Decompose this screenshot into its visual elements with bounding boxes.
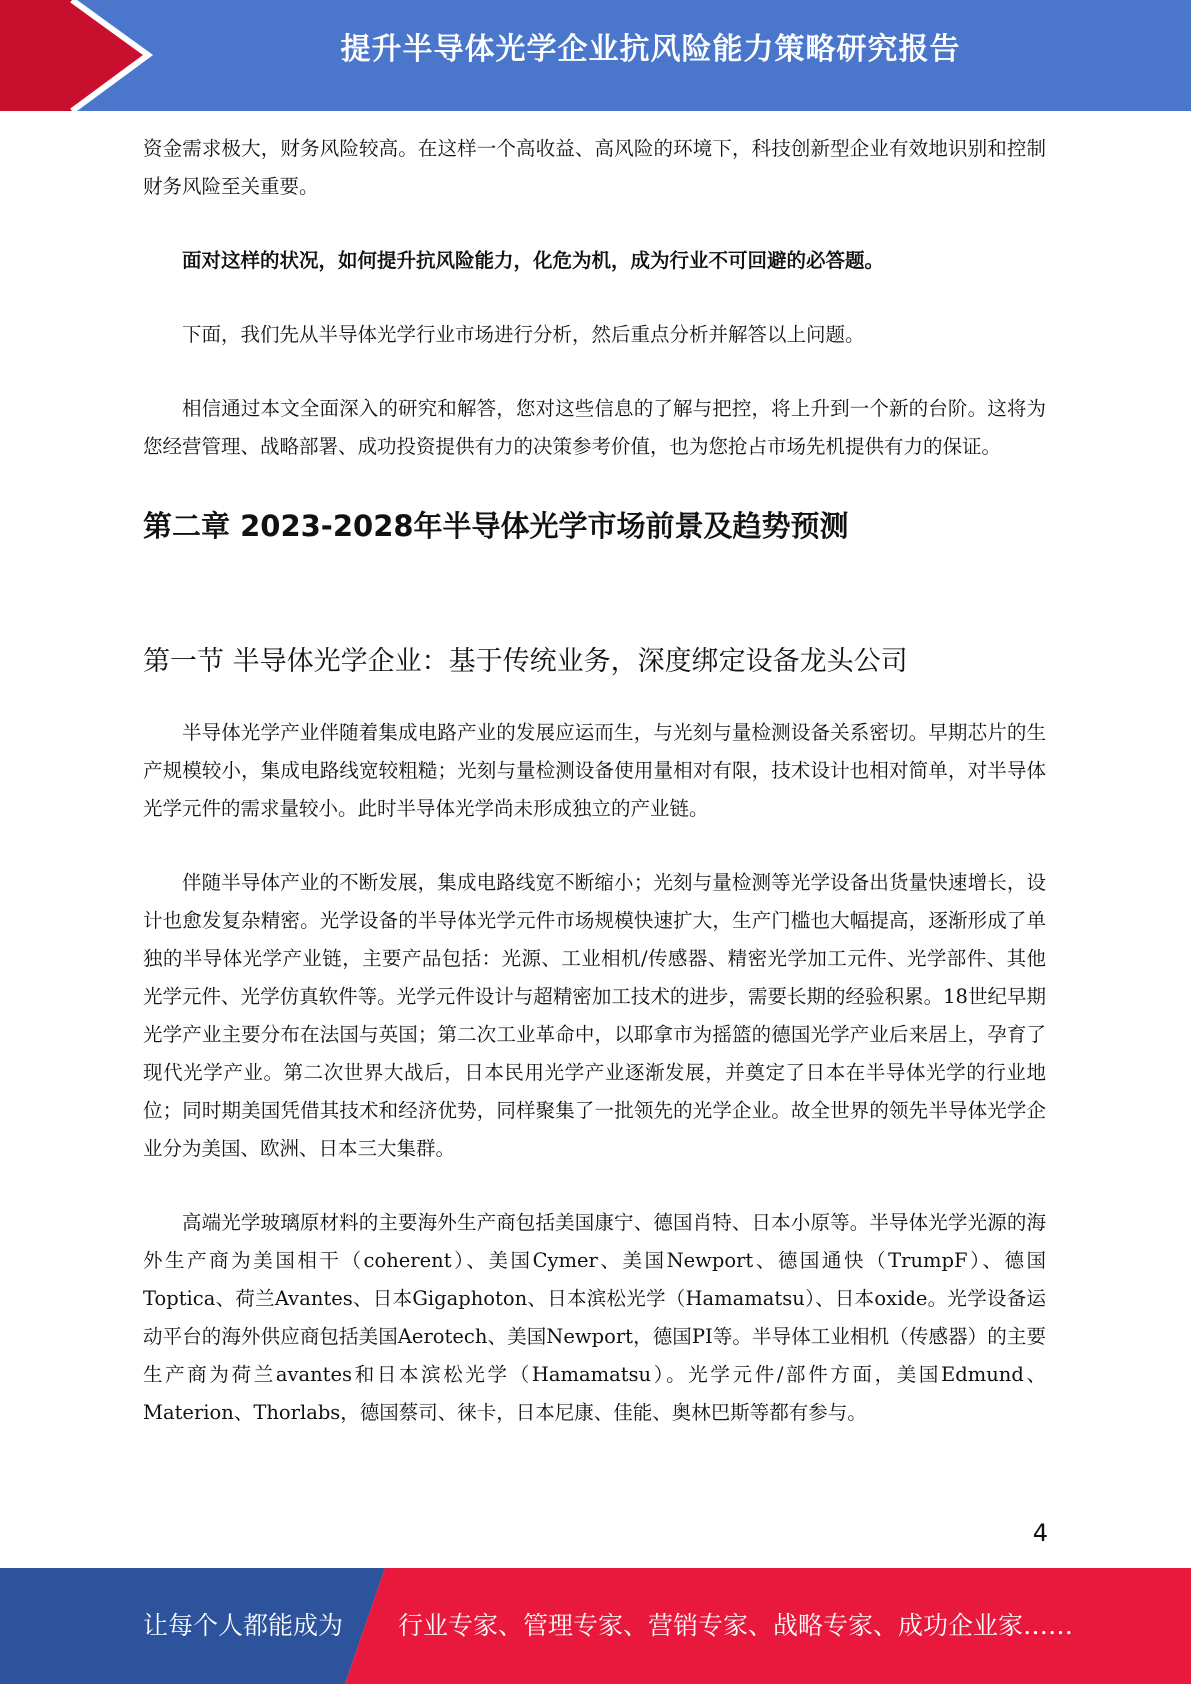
paragraph: 下面，我们先从半导体光学行业市场进行分析，然后重点分析并解答以上问题。 bbox=[182, 323, 865, 346]
section-title: 第一节 半导体光学企业：基于传统业务，深度绑定设备龙头公司 bbox=[143, 646, 908, 677]
paragraph: 高端光学玻璃原材料的主要海外生产商包括美国康宁、德国肖特、日本小原等。半导体光学光源的海外生产商为美国相干（coherent）、美国Cymer、美国Newport、德国通快（TrumpF）、德国Toptica、荷兰Avantes、日本Gigaphoton、日本滨松光学（Hamamatsu）、日本oxide。光学设备运动平台的海外供应商包括美国Aerotech、美国Newport，德国PI等。半导体工业相机（传感器）的主要生产商为荷兰avantes和日本滨松光学（Hamamatsu）。光学元件/部件方面，美国Edmund、Materion、Thorlabs，德国蔡司、徕卡，日本尼康、佳能、奥林巴斯等都有参与。 bbox=[143, 1211, 1046, 1424]
page-number: 4 bbox=[1032, 1519, 1048, 1547]
chapter-title: 第二章 2023-2028年半导体光学市场前景及趋势预测 bbox=[143, 509, 849, 543]
page-footer bbox=[0, 1568, 1191, 1684]
document-body bbox=[143, 130, 1046, 1432]
footer-slogan-left: 让每个人都能成为 bbox=[143, 1611, 344, 1640]
header-title: 提升半导体光学企业抗风险能力策略研究报告 bbox=[340, 32, 961, 67]
footer-slogan-right: 行业专家、管理专家、营销专家、战略专家、成功企业家…… bbox=[398, 1611, 1074, 1640]
paragraph: 伴随半导体产业的不断发展，集成电路线宽不断缩小；光刻与量检测等光学设备出货量快速增长，设计也愈发复杂精密。光学设备的半导体光学元件市场规模快速扩大，生产门槛也大幅提高，逐渐形成了单独的半导体光学产业链，主要产品包括：光源、工业相机/传感器、精密光学加工元件、光学部件、其他光学元件、光学仿真软件等。光学元件设计与超精密加工技术的进步，需要长期的经验积累。18世纪早期光学产业主要分布在法国与英国；第二次工业革命中，以耶拿市为摇篮的德国光学产业后来居上，孕育了现代光学产业。第二次世界大战后，日本民用光学产业逐渐发展，并奠定了日本在半导体光学的行业地位；同时期美国凭借其技术和经济优势，同样聚集了一批领先的光学企业。故全世界的领先半导体光学企业分为美国、欧洲、日本三大集群。 bbox=[143, 871, 1046, 1160]
paragraph: 半导体光学产业伴随着集成电路产业的发展应运而生，与光刻与量检测设备关系密切。早期芯片的生产规模较小，集成电路线宽较粗糙；光刻与量检测设备使用量相对有限，技术设计也相对简单，对半导体光学元件的需求量较小。此时半导体光学尚未形成独立的产业链。 bbox=[143, 721, 1046, 820]
paragraph: 资金需求极大，财务风险较高。在这样一个高收益、高风险的环境下，科技创新型企业有效地识别和控制财务风险至关重要。 bbox=[143, 137, 1046, 198]
key-question: 面对这样的状况，如何提升抗风险能力，化危为机，成为行业不可回避的必答题。 bbox=[182, 249, 885, 272]
paragraph: 相信通过本文全面深入的研究和解答，您对这些信息的了解与把控，将上升到一个新的台阶。这将为您经营管理、战略部署、成功投资提供有力的决策参考价值，也为您抢占市场先机提供有力的保证。 bbox=[143, 397, 1046, 458]
page-header bbox=[0, 0, 1191, 111]
